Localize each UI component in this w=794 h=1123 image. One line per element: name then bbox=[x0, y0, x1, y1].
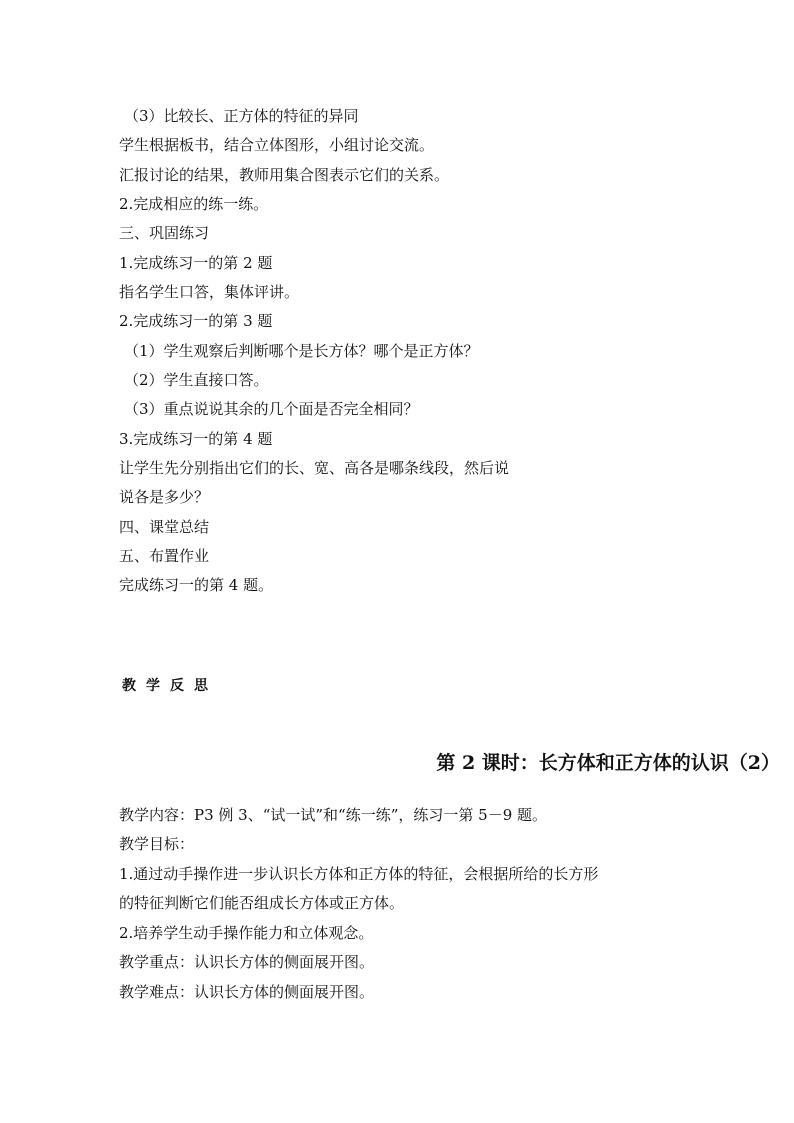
text-line: 指名学生口答，集体评讲。 bbox=[119, 283, 300, 301]
lesson-title: 第 2 课时：长方体和正方体的认识（2） bbox=[436, 752, 780, 774]
text-line: 1.通过动手操作进一步认识长方体和正方体的特征，会根据所给的长方形 bbox=[119, 865, 599, 883]
text-line: 2.完成练习一的第 3 题 bbox=[119, 312, 273, 330]
text-line: 2.完成相应的练一练。 bbox=[119, 195, 269, 213]
text-line: 教学内容：P3 例 3、“试一试”和“练一练”，练习一第 5－9 题。 bbox=[119, 806, 548, 824]
section-heading: 三、巩固练习 bbox=[119, 224, 210, 242]
text-line: 教学难点：认识长方体的侧面展开图。 bbox=[119, 983, 375, 1001]
text-line: 1.完成练习一的第 2 题 bbox=[119, 254, 273, 272]
text-line: 教学重点：认识长方体的侧面展开图。 bbox=[119, 953, 375, 971]
text-line: 汇报讨论的结果，教师用集合图表示它们的关系。 bbox=[119, 166, 450, 184]
text-line: 的特征判断它们能否组成长方体或正方体。 bbox=[119, 894, 405, 912]
text-line: 学生根据板书，结合立体图形，小组讨论交流。 bbox=[119, 136, 435, 154]
text-line: （3）重点说说其余的几个面是否完全相同？ bbox=[124, 400, 419, 418]
section-heading: 四、课堂总结 bbox=[119, 518, 210, 536]
text-line: （3）比较长、正方体的特征的异同 bbox=[124, 107, 359, 125]
section-heading: 五、布置作业 bbox=[119, 547, 210, 565]
text-line: 说各是多少？ bbox=[119, 488, 210, 506]
text-line: 教学目标： bbox=[119, 835, 195, 853]
text-line: （2）学生直接口答。 bbox=[124, 371, 269, 389]
text-line: 2.培养学生动手操作能力和立体观念。 bbox=[119, 924, 374, 942]
text-line: 让学生先分别指出它们的长、宽、高各是哪条线段，然后说 bbox=[119, 459, 510, 477]
text-line: 完成练习一的第 4 题。 bbox=[119, 576, 274, 594]
text-line: 3.完成练习一的第 4 题 bbox=[119, 430, 273, 448]
reflection-heading: 教学反思 bbox=[122, 678, 218, 694]
text-line: （1）学生观察后判断哪个是长方体？哪个是正方体？ bbox=[124, 342, 479, 360]
